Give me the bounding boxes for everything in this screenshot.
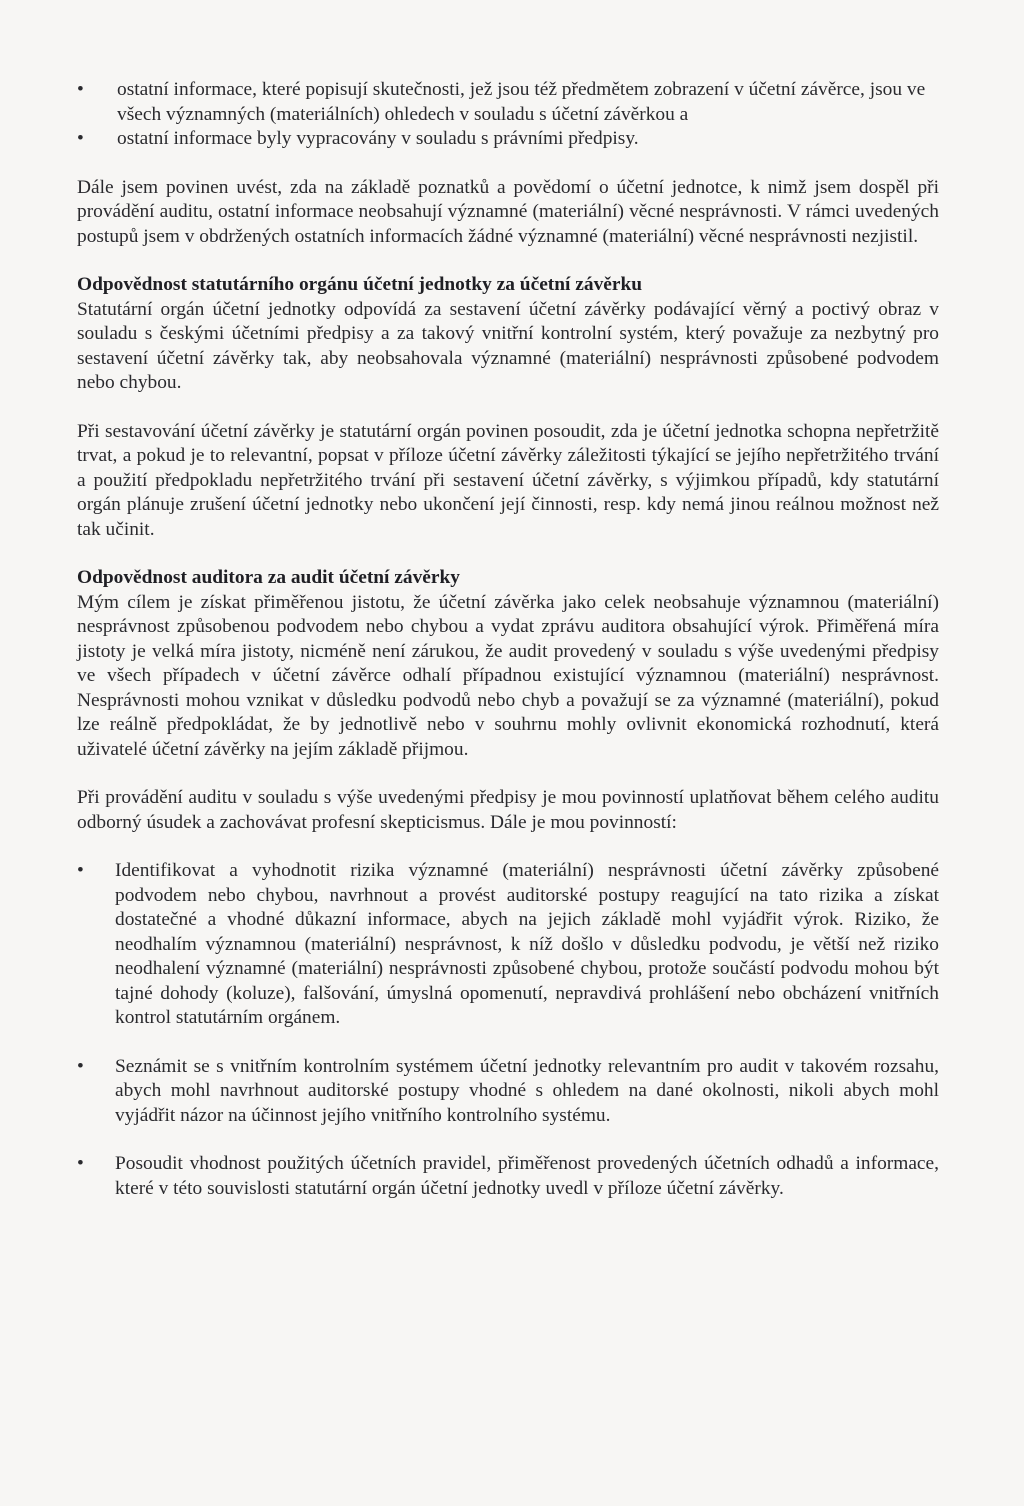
other-info-bullet-list <box>77 78 939 152</box>
list-item-text: ostatní informace byly vypracovány v souladu s právními předpisy. <box>117 128 639 149</box>
list-item <box>77 78 939 127</box>
auditor-duties-bullet-list <box>77 859 939 1201</box>
list-item-text: Identifikovat a vyhodnotit rizika významné (materiální) nesprávnosti účetní závěrky způsobené podvodem nebo chybou, navrhnout a provést auditorské postupy reagující na tato rizika a získat dostatečné a vhodné důkazní informace, abych na jejich základě mohl vyjádřit výrok. Riziko, že neodhalím významnou (materiální) nesprávnost, k níž došlo v důsledku podvodu, je větší než riziko neodhalení významné (materiální) nesprávnosti způsobené chybou, protože součástí podvodu mohou být tajné dohody (koluze), falšování, úmyslná opomenutí, nepravdivá prohlášení nebo obcházení vnitřních kontrol statutárním orgánem. <box>115 860 939 1028</box>
paragraph: Statutární orgán účetní jednotky odpovídá za sestavení účetní závěrky podávající věrný a poctivý obraz v souladu s českými účetními předpisy a za takový vnitřní kontrolní systém, který považuje za nezbytný pro sestavení účetní závěrky tak, aby neobsahovala významné (materiální) nesprávnosti způsobené podvodem nebo chybou. <box>77 298 939 393</box>
list-item-text: Seznámit se s vnitřním kontrolním systémem účetní jednotky relevantním pro audit v takovém rozsahu, abych mohl navrhnout auditorské postupy vhodné s ohledem na dané okolnosti, nikoli abych mohl vyjádřit názor na účinnost jejího vnitřního kontrolního systému. <box>115 1055 939 1126</box>
bullet-icon: • <box>77 860 84 881</box>
list-item-text: Posoudit vhodnost použitých účetních pravidel, přiměřenost provedených účetních odhadů a informace, které v této souvislosti statutární orgán účetní jednotky uvedl v příloze účetní závěrky. <box>115 1153 939 1199</box>
paragraph-other-information: Dále jsem povinen uvést, zda na základě poznatků a povědomí o účetní jednotce, k nimž jsem dospěl při provádění auditu, ostatní informace neobsahují významné (materiální) věcné nesprávnosti. V rámci uvedených postupů jsem v obdržených ostatních informacích žádné významné (materiální) věcné nesprávnosti nezjistil. <box>77 176 939 247</box>
bullet-icon: • <box>77 1153 84 1174</box>
list-item <box>77 1152 939 1201</box>
bullet-icon: • <box>77 128 84 149</box>
paragraph: Při sestavování účetní závěrky je statutární orgán povinen posoudit, zda je účetní jednotka schopna nepřetržitě trvat, a pokud je to relevantní, popsat v příloze účetní závěrky záležitosti týkající se jejího nepřetržitého trvání a použití předpokladu nepřetržitého trvání při sestavení účetní závěrky, s výjimkou případů, kdy statutární orgán plánuje zrušení účetní jednotky nebo ukončení její činnosti, resp. kdy nemá jinou reálnou možnost než tak učinit. <box>77 420 939 540</box>
document-body <box>77 78 939 1201</box>
list-item <box>77 1055 939 1129</box>
section-heading-auditor: Odpovědnost auditora za audit účetní závěrky <box>77 567 460 588</box>
bullet-icon: • <box>77 1055 84 1077</box>
paragraph: Mým cílem je získat přiměřenou jistotu, že účetní závěrka jako celek neobsahuje významnou (materiální) nesprávnost způsobenou podvodem nebo chybou a vydat zprávu auditora obsahující výrok. Přiměřená míra jistoty je velká míra jistoty, nicméně není zárukou, že audit provedený v souladu s výše uvedenými předpisy ve všech případech v účetní závěrce odhalí případnou existující významnou (materiální) nesprávnost. Nesprávnosti mohou vznikat v důsledku podvodů nebo chyb a považují se za významné (materiální), pokud lze reálně předpokládat, že by jednotlivě nebo v souhrnu mohly ovlivnit ekonomická rozhodnutí, která uživatelé účetní závěrky na jejím základě přijmou. <box>77 591 939 760</box>
list-item <box>77 127 939 152</box>
list-item-text: ostatní informace, které popisují skutečnosti, jež jsou též předmětem zobrazení v účetní závěrce, jsou ve všech významných (materiálních) ohledech v souladu s účetní závěrkou a <box>117 79 926 125</box>
bullet-icon: • <box>77 79 84 100</box>
paragraph: Při provádění auditu v souladu s výše uvedenými předpisy je mou povinností uplatňovat během celého auditu odborný úsudek a zachovávat profesní skepticismus. Dále je mou povinností: <box>77 787 939 833</box>
list-item <box>77 859 939 1031</box>
section-heading-statutory-body: Odpovědnost statutárního orgánu účetní jednotky za účetní závěrku <box>77 274 643 295</box>
